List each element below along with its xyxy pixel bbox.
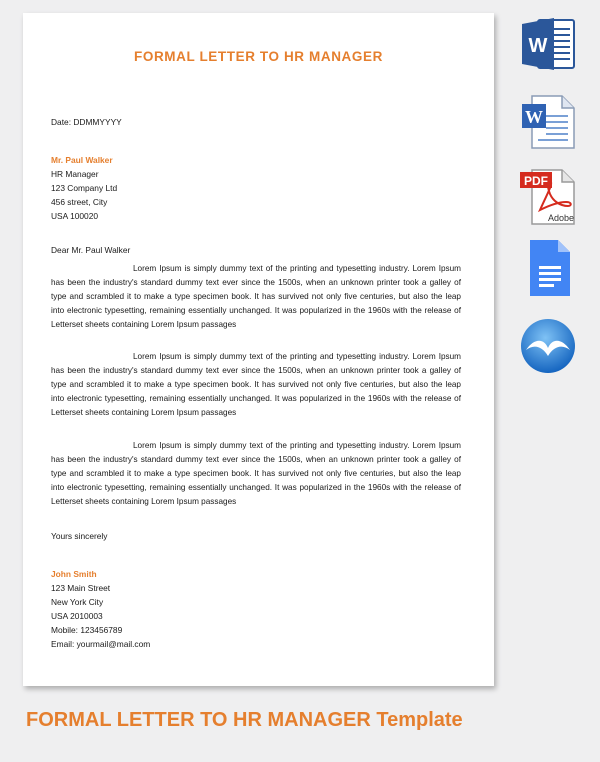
sender-line: Mobile: 123456789: [51, 625, 123, 635]
sender-name: John Smith: [51, 569, 97, 579]
sender-line: USA 2010003: [51, 611, 103, 621]
openoffice-download-icon[interactable]: [518, 316, 578, 376]
word-legacy-letter: W: [525, 107, 543, 127]
word-letter: W: [528, 35, 548, 57]
letter-title: FORMAL LETTER TO HR MANAGER: [134, 49, 383, 64]
sender-line: 123 Main Street: [51, 583, 111, 593]
salutation: Dear Mr. Paul Walker: [51, 245, 131, 255]
closing: Yours sincerely: [51, 531, 108, 541]
letter-page: [23, 13, 494, 686]
body-paragraph: Lorem Ipsum is simply dummy text of the printing and typesetting industry. Lorem Ipsum has been the industry's standard dummy text ever since the 1500s, when an unknown printer took a galley of type and scrambled it to make a type specimen book. It has survived not only five centuries, but also the leap into electronic typesetting, remaining essentially unchanged. It was popularized in the 1960s with the release of Letterset sheets containing Lorem Ipsum passages: [51, 264, 461, 329]
sender-line: Email: yourmail@mail.com: [51, 639, 151, 649]
pdf-label: PDF: [524, 174, 548, 188]
sender-line: New York City: [51, 597, 104, 607]
letter-date: Date: DDMMYYYY: [51, 117, 122, 127]
word-download-icon[interactable]: [518, 14, 578, 74]
pdf-download-icon[interactable]: [518, 166, 578, 226]
recipient-line: 456 street, City: [51, 197, 108, 207]
body-paragraph: Lorem Ipsum is simply dummy text of the printing and typesetting industry. Lorem Ipsum has been the industry's standard dummy text ever since the 1500s, when an unknown printer took a galley of type and scrambled it to make a type specimen book. It has survived not only five centuries, but also the leap into electronic typesetting, remaining essentially unchanged. It was popularized in the 1960s with the release of Letterset sheets containing Lorem Ipsum passages: [51, 441, 461, 506]
google-docs-download-icon[interactable]: [518, 238, 578, 298]
recipient-line: HR Manager: [51, 169, 99, 179]
body-paragraph: Lorem Ipsum is simply dummy text of the printing and typesetting industry. Lorem Ipsum has been the industry's standard dummy text ever since the 1500s, when an unknown printer took a galley of type and scrambled it to make a type specimen book. It has survived not only five centuries, but also the leap into electronic typesetting, remaining essentially unchanged. It was popularized in the 1960s with the release of Letterset sheets containing Lorem Ipsum passages: [51, 352, 461, 417]
word-legacy-download-icon[interactable]: [518, 92, 578, 152]
recipient-line: 123 Company Ltd: [51, 183, 118, 193]
template-title: FORMAL LETTER TO HR MANAGER Template: [26, 709, 463, 731]
pdf-brand: Adobe: [547, 213, 575, 223]
recipient-name: Mr. Paul Walker: [51, 155, 113, 165]
recipient-line: USA 100020: [51, 211, 99, 221]
